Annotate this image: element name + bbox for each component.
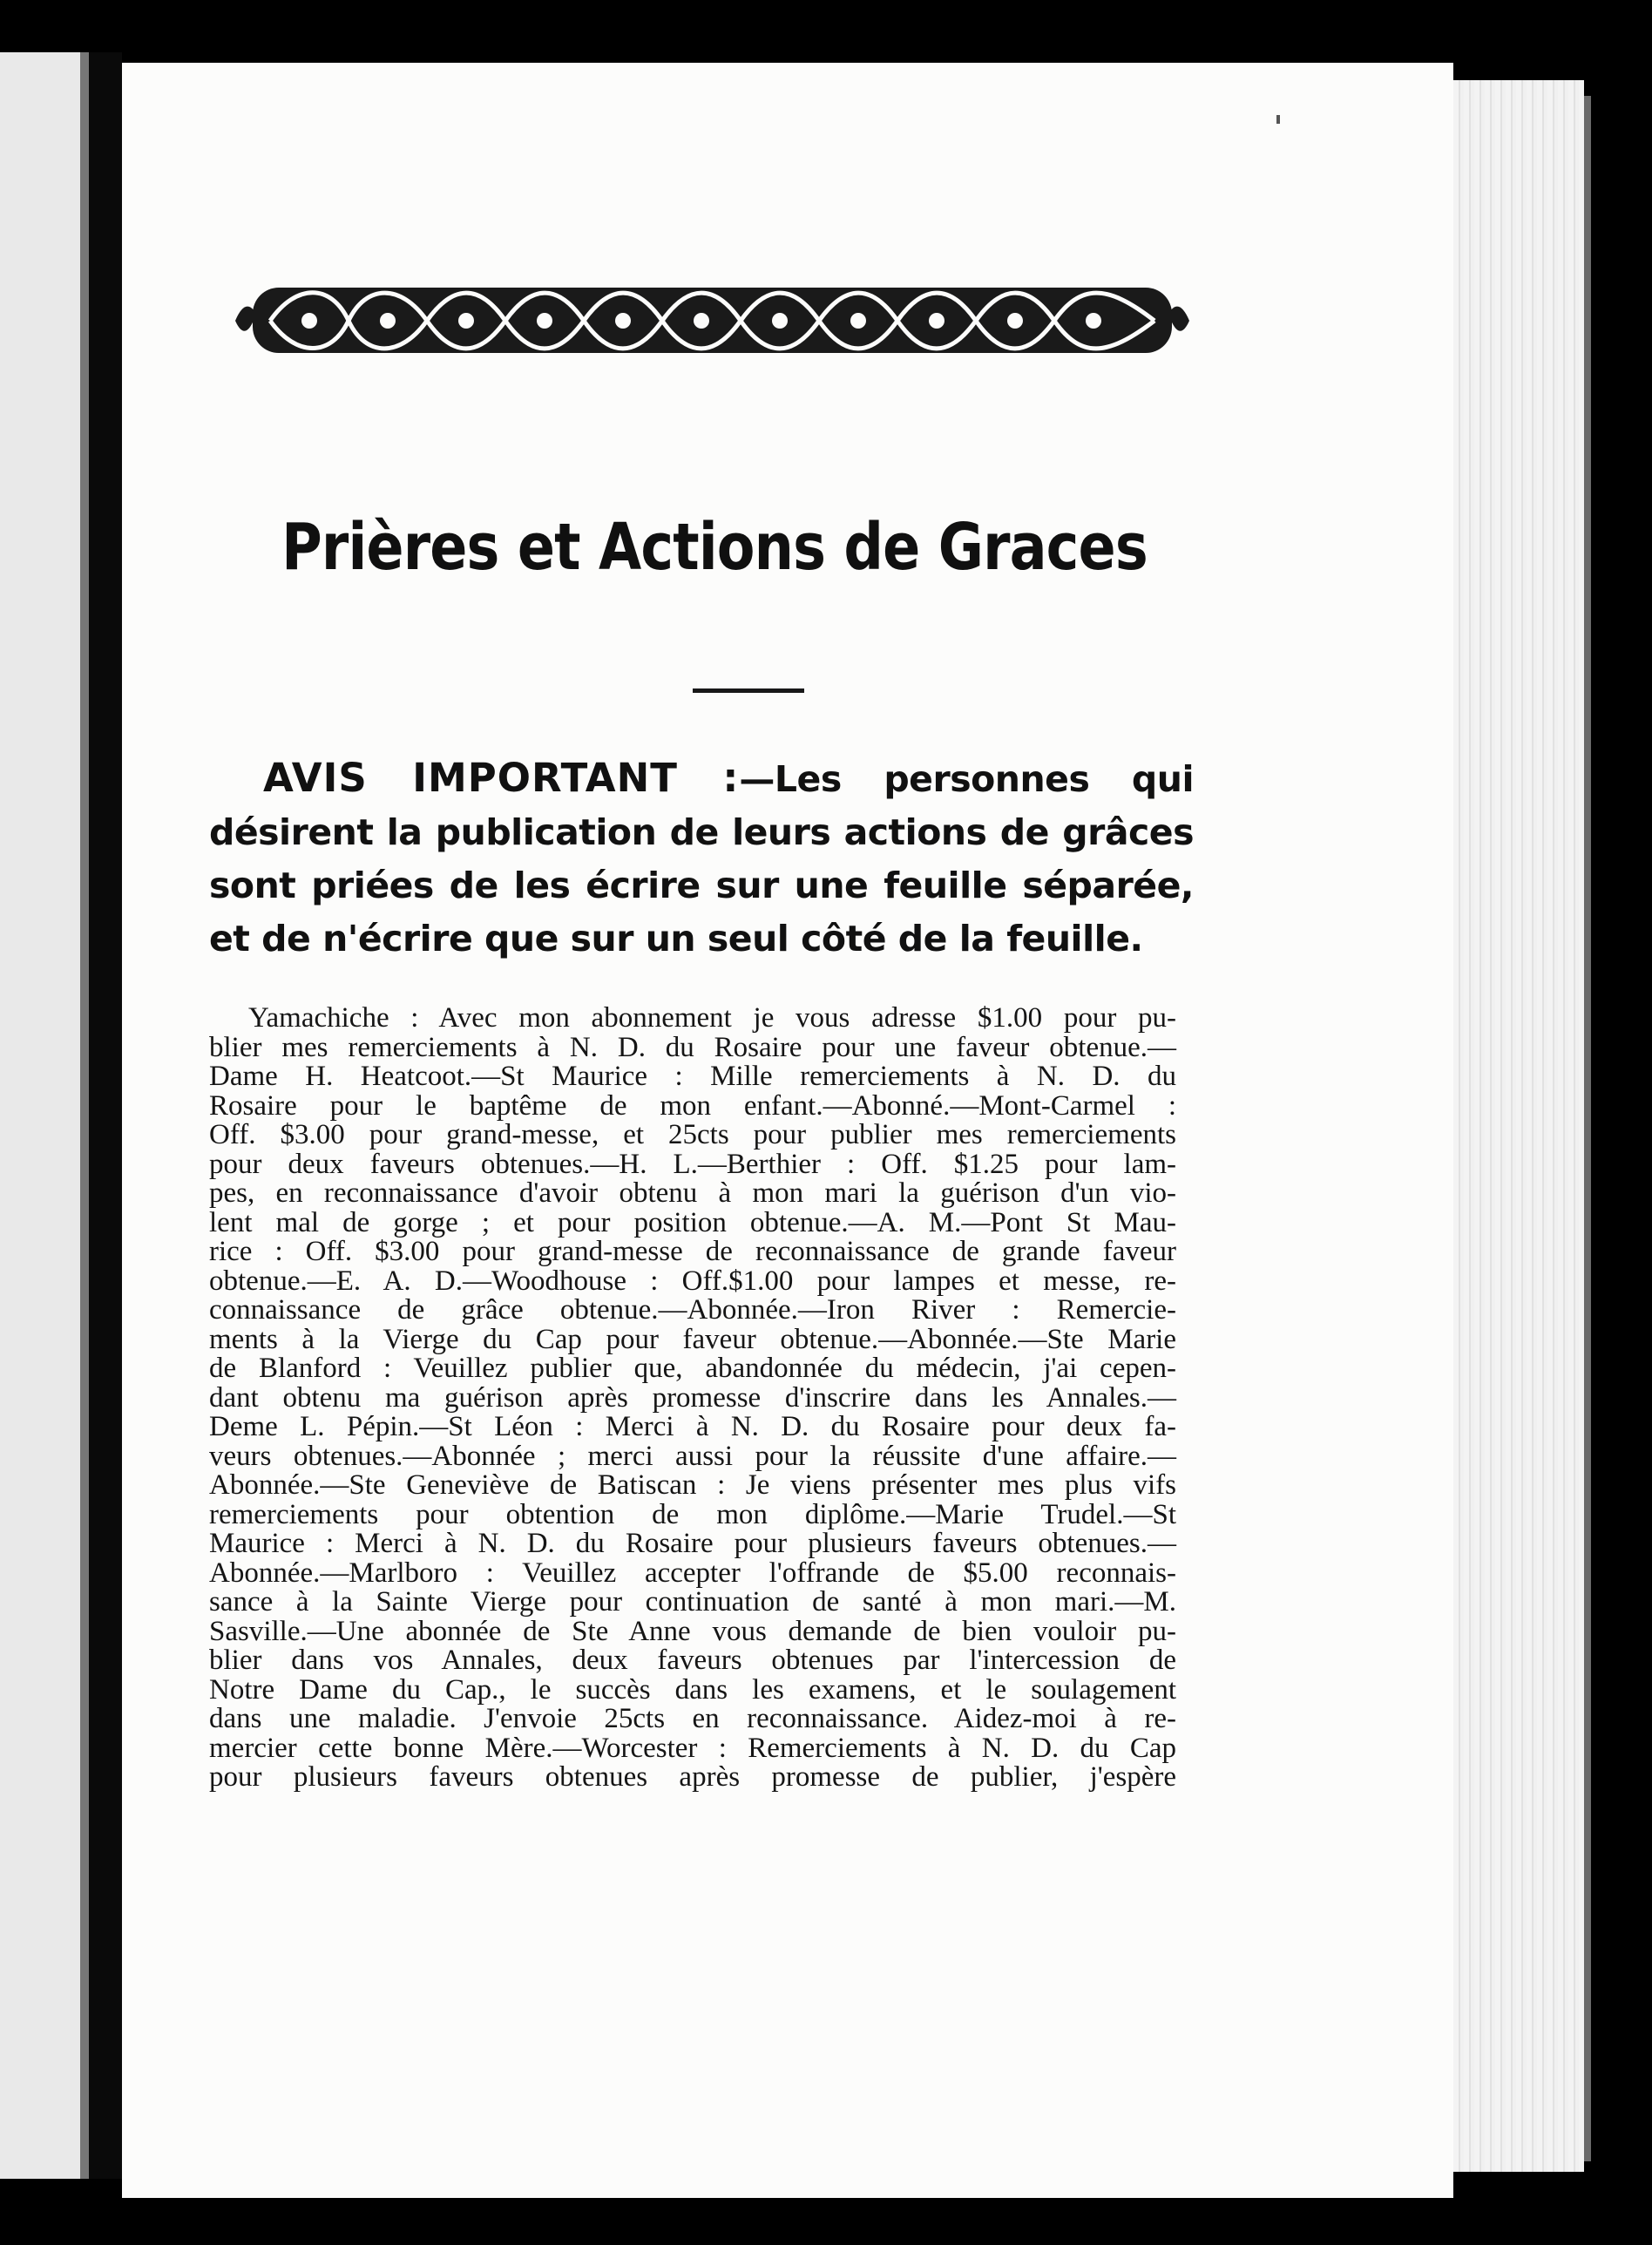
paragraph-line: pour plusieurs faveurs obtenues après promesse de publier, j'espère (209, 1761, 1176, 1793)
paragraph-line: Abonnée.—Marlboro : Veuillez accepter l'offrande de $5.00 reconnais- (209, 1557, 1176, 1589)
paragraph-line: Sasville.—Une abonnée de Ste Anne vous demande de bien vouloir pu- (209, 1615, 1176, 1647)
paragraph-line: de Blanford : Veuillez publier que, abandonnée du médecin, j'ai cepen- (209, 1353, 1176, 1384)
title-divider (693, 688, 804, 693)
notice-text: —Les personnes qui désirent la publication de leurs actions de grâces sont priées de les écrire sur une feuille séparée, et de n'écrire que sur un seul côté de la feuille. (209, 758, 1194, 960)
facing-page-shadow (80, 52, 89, 2179)
page-stack-edges (1453, 80, 1584, 2172)
paragraph-line: pour deux faveurs obtenues.—H. L.—Berthier : Off. $1.25 pour lam- (209, 1148, 1176, 1180)
paragraph-line: Notre Dame du Cap., le succès dans les examens, et le soulagement (209, 1673, 1176, 1706)
paragraph-line: Rosaire pour le baptême de mon enfant.—Abonné.—Mont-Carmel : (209, 1089, 1176, 1122)
paragraph-line: lent mal de gorge ; et pour position obtenue.—A. M.—Pont St Mau- (209, 1206, 1176, 1238)
thanksgiving-paragraph (209, 1004, 1176, 1793)
facing-page-edge (0, 52, 80, 2179)
paragraph-line: obtenue.—E. A. D.—Woodhouse : Off.$1.00 pour lampes et messe, re- (209, 1265, 1176, 1297)
ornament-vine-icon (235, 261, 1189, 379)
paragraph-line: blier mes remerciements à N. D. du Rosaire pour une faveur obtenue.— (209, 1031, 1176, 1063)
paragraph-line: sance à la Sainte Vierge pour continuation de santé à mon mari.—M. (209, 1586, 1176, 1618)
page-title: Prières et Actions de Graces (281, 510, 1148, 585)
ornamental-header-band (235, 261, 1189, 379)
page-stack-shadow (1584, 96, 1591, 2161)
paragraph-line: veurs obtenues.—Abonnée ; merci aussi pour la réussite d'une affaire.— (209, 1440, 1176, 1472)
notice-label: AVIS IMPORTANT : (263, 755, 740, 801)
paragraph-line: pes, en reconnaissance d'avoir obtenu à mon mari la guérison d'un vio- (209, 1177, 1176, 1209)
paragraph-line: Dame H. Heatcoot.—St Maurice : Mille remerciements à N. D. du (209, 1061, 1176, 1092)
paragraph-line: connaissance de grâce obtenue.—Abonnée.—Iron River : Remercie- (209, 1294, 1176, 1326)
paragraph-line: ments à la Vierge du Cap pour faveur obtenue.—Abonnée.—Ste Marie (209, 1323, 1176, 1355)
paragraph-line: Yamachiche : Avec mon abonnement je vous adresse $1.00 pour pu- (248, 1002, 1176, 1034)
paragraph-line: blier dans vos Annales, deux faveurs obtenues par l'intercession de (209, 1645, 1176, 1676)
paragraph-line: remerciements pour obtention de mon diplôme.—Marie Trudel.—St (209, 1498, 1176, 1530)
paragraph-line: rice : Off. $3.00 pour grand-messe de reconnaissance de grande faveur (209, 1236, 1176, 1267)
paragraph-line: dans une maladie. J'envoie 25cts en reconnaissance. Aidez-moi à re- (209, 1703, 1176, 1734)
important-notice (209, 751, 1194, 966)
paragraph-line: Deme L. Pépin.—St Léon : Merci à N. D. du Rosaire pour deux fa- (209, 1411, 1176, 1442)
paragraph-line: mercier cette bonne Mère.—Worcester : Remerciements à N. D. du Cap (209, 1732, 1176, 1764)
paragraph-line: Abonnée.—Ste Geneviève de Batiscan : Je viens présenter mes plus vifs (209, 1469, 1176, 1501)
book-gutter (89, 52, 122, 2179)
paper-speck (1276, 115, 1280, 124)
paragraph-line: dant obtenu ma guérison après promesse d'inscrire dans les Annales.— (209, 1381, 1176, 1414)
paragraph-line: Off. $3.00 pour grand-messe, et 25cts pour publier mes remerciements (209, 1119, 1176, 1150)
paragraph-line: Maurice : Merci à N. D. du Rosaire pour plusieurs faveurs obtenues.— (209, 1528, 1176, 1559)
